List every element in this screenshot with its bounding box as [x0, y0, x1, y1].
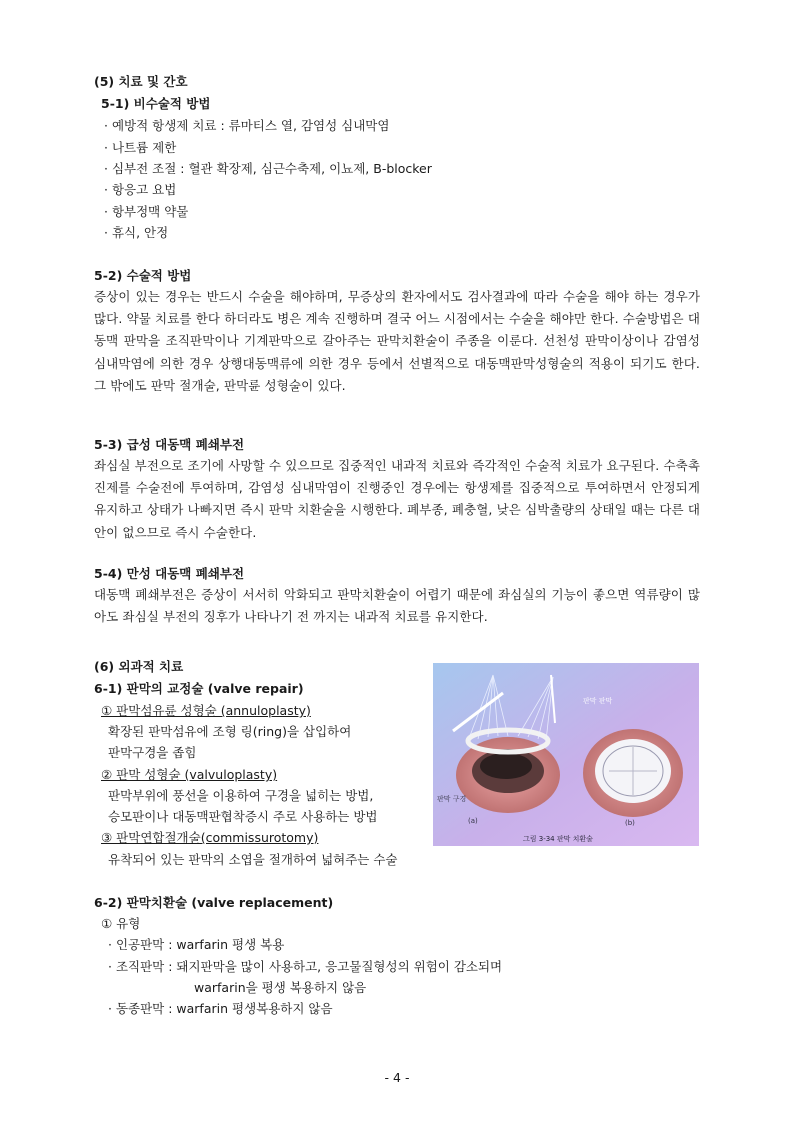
- section-5-4-title: 5-4) 만성 대동맥 폐쇄부전: [94, 566, 245, 581]
- list-item: · 나트륨 제한: [104, 140, 177, 155]
- figure-label-right: 판막 판막: [583, 697, 613, 705]
- section-5-2-title: 5-2) 수술적 방법: [94, 268, 192, 283]
- valve-illustration: [433, 663, 699, 846]
- annuloplasty-line: 판막구경을 좁힘: [108, 745, 197, 760]
- valvuloplasty-line: 판막부위에 풍선을 이용하여 구경을 넓히는 방법,: [108, 788, 374, 803]
- list-item: · 항부정맥 약물: [104, 204, 189, 219]
- section-5-4-body: 대동맥 폐쇄부전은 증상이 서서히 악화되고 판막치환술이 어렵기 때문에 좌심실의 기능이 좋으면 역류량이 많아도 좌심실 부전의 징후가 나타나기 전 까지는 내과적 치료를 유지한다.: [94, 587, 700, 625]
- valvuloplasty-line: 승모판이나 대동맥판협착증시 주로 사용하는 방법: [108, 809, 378, 824]
- list-item: · 심부전 조절 : 혈관 확장제, 심근수축제, 이뇨제, B-blocker: [104, 161, 432, 176]
- page-number: - 4 -: [384, 1070, 410, 1085]
- section-5-3-title: 5-3) 급성 대동맥 폐쇄부전: [94, 437, 245, 452]
- figure-label-a: (a): [468, 817, 478, 825]
- figure-label-b: (b): [625, 819, 635, 827]
- section-6-1-title: 6-1) 판막의 교정술 (valve repair): [94, 681, 304, 696]
- annuloplasty-line: 확장된 판막섬유에 조형 링(ring)을 삽입하여: [108, 724, 352, 739]
- figure-caption: 그림 3-34 판막 치환술: [523, 835, 593, 843]
- valvuloplasty-title: ② 판막 성형술 (valvuloplasty): [101, 767, 278, 782]
- annuloplasty-title: ① 판막섬유륜 성형술 (annuloplasty): [101, 703, 311, 718]
- figure-label-left: 판막 구경: [437, 795, 467, 803]
- list-item: · 예방적 항생제 치료 : 류마티스 열, 감염성 심내막염: [104, 118, 390, 133]
- valve-replacement-figure: [433, 663, 699, 846]
- list-item: · 항응고 요법: [104, 182, 177, 197]
- type-label: ① 유형: [101, 916, 141, 931]
- section-6-title: (6) 외과적 치료: [94, 659, 184, 674]
- section-5-1-title: 5-1) 비수술적 방법: [101, 96, 211, 111]
- section-5-3-body: 좌심실 부전으로 조기에 사망할 수 있으므로 집중적인 내과적 치료와 즉각적인 수술적 치료가 요구된다. 수축촉진제를 수술전에 투여하며, 감염성 심내막염이 진행중인 경우에는 항생제를 집중적으로 투여하면서 안정되게 유지하고 상태가 나빠지면 즉시 판막 치환술을 시행한다. 폐부종, 폐충혈, 낮은 심박출량의 상태일 때는 다른 대안이 없으므로 즉시 수술한다.: [94, 458, 700, 540]
- list-item: · 동종판막 : warfarin 평생복용하지 않음: [108, 1001, 333, 1016]
- list-item-continuation: warfarin을 평생 복용하지 않음: [194, 980, 367, 995]
- list-item: · 휴식, 안정: [104, 225, 169, 240]
- commissurotomy-line: 유착되어 있는 판막의 소엽을 절개하여 넓혀주는 수술: [108, 852, 398, 867]
- section-5-title: (5) 치료 및 간호: [94, 74, 188, 89]
- list-item: · 조직판막 : 돼지판막을 많이 사용하고, 응고물질형성의 위험이 감소되며: [108, 959, 503, 974]
- commissurotomy-title: ③ 판막연합절개술(commissurotomy): [101, 830, 319, 845]
- section-5-2-body: 증상이 있는 경우는 반드시 수술을 해야하며, 무증상의 환자에서도 검사결과에 따라 수술을 해야 하는 경우가 많다. 약물 치료를 한다 하더라도 병은 계속 진행하며 결국 어느 시점에서는 수술을 해야만 한다. 수술방법은 대동맥 판막을 조직판막이나 기계판막으로 갈아주는 판막치환술이 주종을 이룬다. 선천성 판막이상이나 감염성 심내막염에 의한 경우 상행대동맥류에 의한 경우 등에서 선별적으로 대동맥판막성형술의 적용이 되기도 한다. 그 밖에도 판막 절개술, 판막륜 성형술이 있다.: [94, 289, 700, 393]
- section-6-2-title: 6-2) 판막치환술 (valve replacement): [94, 895, 334, 910]
- list-item: · 인공판막 : warfarin 평생 복용: [108, 937, 285, 952]
